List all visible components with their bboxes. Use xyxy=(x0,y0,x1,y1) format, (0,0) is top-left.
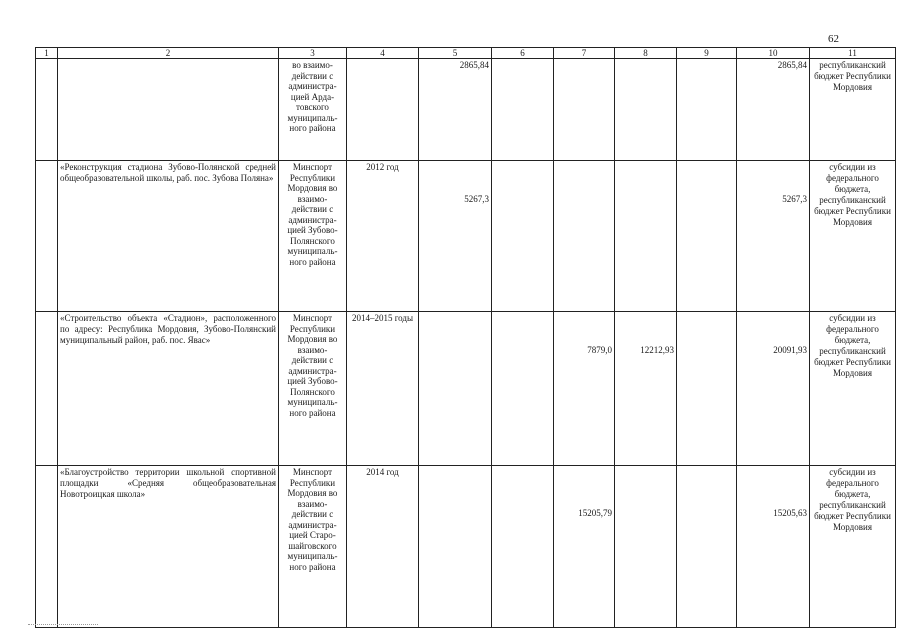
amount-cell-5 xyxy=(419,312,492,466)
funding-source-cell: субсидии из федерального бюджета, республиканский бюджет Республики Мордовия xyxy=(810,466,896,628)
amount-cell-6 xyxy=(492,466,554,628)
amount-cell-6 xyxy=(492,59,554,161)
header-row xyxy=(36,48,896,59)
amount-cell-6 xyxy=(492,312,554,466)
executor-cell: Минспорт Республики Мордовия во взаимо- действии с администра- цией Зубово- Полянского муниципаль- ного района xyxy=(279,312,347,466)
row-number-cell xyxy=(36,161,58,312)
executor-cell: Минспорт Республики Мордовия во взаимо- действии с администра- цией Зубово- Полянского муниципаль- ного района xyxy=(279,161,347,312)
amount-cell-8 xyxy=(615,161,677,312)
header-cell: 11 xyxy=(810,48,896,59)
amount-cell-5 xyxy=(419,466,492,628)
amount-cell-6 xyxy=(492,161,554,312)
event-name-cell: «Реконструкция стадиона Зубово-Полянской средней общеобразовательной школы, раб. пос. Зубова Поляна» xyxy=(58,161,279,312)
table-row xyxy=(36,466,896,628)
executor-cell: во взаимо- действии с администра- цией Арда- товского муниципаль- ного района xyxy=(279,59,347,161)
amount-cell-9 xyxy=(677,466,737,628)
amount-cell-9 xyxy=(677,312,737,466)
amount-cell-8 xyxy=(615,59,677,161)
year-cell: 2014–2015 годы xyxy=(347,312,419,466)
funding-source-cell: субсидии из федерального бюджета, республиканский бюджет Республики Мордовия xyxy=(810,312,896,466)
funding-source-cell: республиканский бюджет Республики Мордовия xyxy=(810,59,896,161)
row-number-cell xyxy=(36,59,58,161)
page-number: 62 xyxy=(828,33,839,45)
row-number-cell xyxy=(36,312,58,466)
amount-cell-8: 12212,93 xyxy=(615,312,677,466)
header-cell: 4 xyxy=(347,48,419,59)
table-row xyxy=(36,59,896,161)
table-row xyxy=(36,161,896,312)
table-row xyxy=(36,312,896,466)
event-name-cell: «Благоустройство территории школьной спортивной площадки «Средняя общеобразовательная Новотроицкая школа» xyxy=(58,466,279,628)
total-cell: 15205,63 xyxy=(737,466,810,628)
header-cell: 3 xyxy=(279,48,347,59)
header-cell: 9 xyxy=(677,48,737,59)
year-cell xyxy=(347,59,419,161)
amount-cell-9 xyxy=(677,59,737,161)
funding-source-cell: субсидии из федерального бюджета, республиканский бюджет Республики Мордовия xyxy=(810,161,896,312)
amount-cell-7 xyxy=(554,161,615,312)
total-cell: 2865,84 xyxy=(737,59,810,161)
total-cell: 20091,93 xyxy=(737,312,810,466)
amount-cell-7 xyxy=(554,59,615,161)
header-cell: 8 xyxy=(615,48,677,59)
header-cell: 5 xyxy=(419,48,492,59)
amount-cell-9 xyxy=(677,161,737,312)
program-table xyxy=(35,47,896,628)
amount-cell-8 xyxy=(615,466,677,628)
header-cell: 1 xyxy=(36,48,58,59)
event-name-cell: «Строительство объекта «Стадион», расположенного по адресу: Республика Мордовия, Зубово-Полянский муниципальный район, раб. пос. Явас» xyxy=(58,312,279,466)
year-cell: 2014 год xyxy=(347,466,419,628)
header-cell: 7 xyxy=(554,48,615,59)
header-cell: 2 xyxy=(58,48,279,59)
total-cell: 5267,3 xyxy=(737,161,810,312)
executor-cell: Минспорт Республики Мордовия во взаимо- действии с администра- цией Старо- шайговского муниципаль- ного района xyxy=(279,466,347,628)
amount-cell-5: 2865,84 xyxy=(419,59,492,161)
amount-cell-7: 7879,0 xyxy=(554,312,615,466)
amount-cell-7: 15205,79 xyxy=(554,466,615,628)
header-cell: 10 xyxy=(737,48,810,59)
event-name-cell xyxy=(58,59,279,161)
row-number-cell xyxy=(36,466,58,628)
year-cell: 2012 год xyxy=(347,161,419,312)
amount-cell-5: 5267,3 xyxy=(419,161,492,312)
header-cell: 6 xyxy=(492,48,554,59)
scan-artifact xyxy=(28,624,98,627)
